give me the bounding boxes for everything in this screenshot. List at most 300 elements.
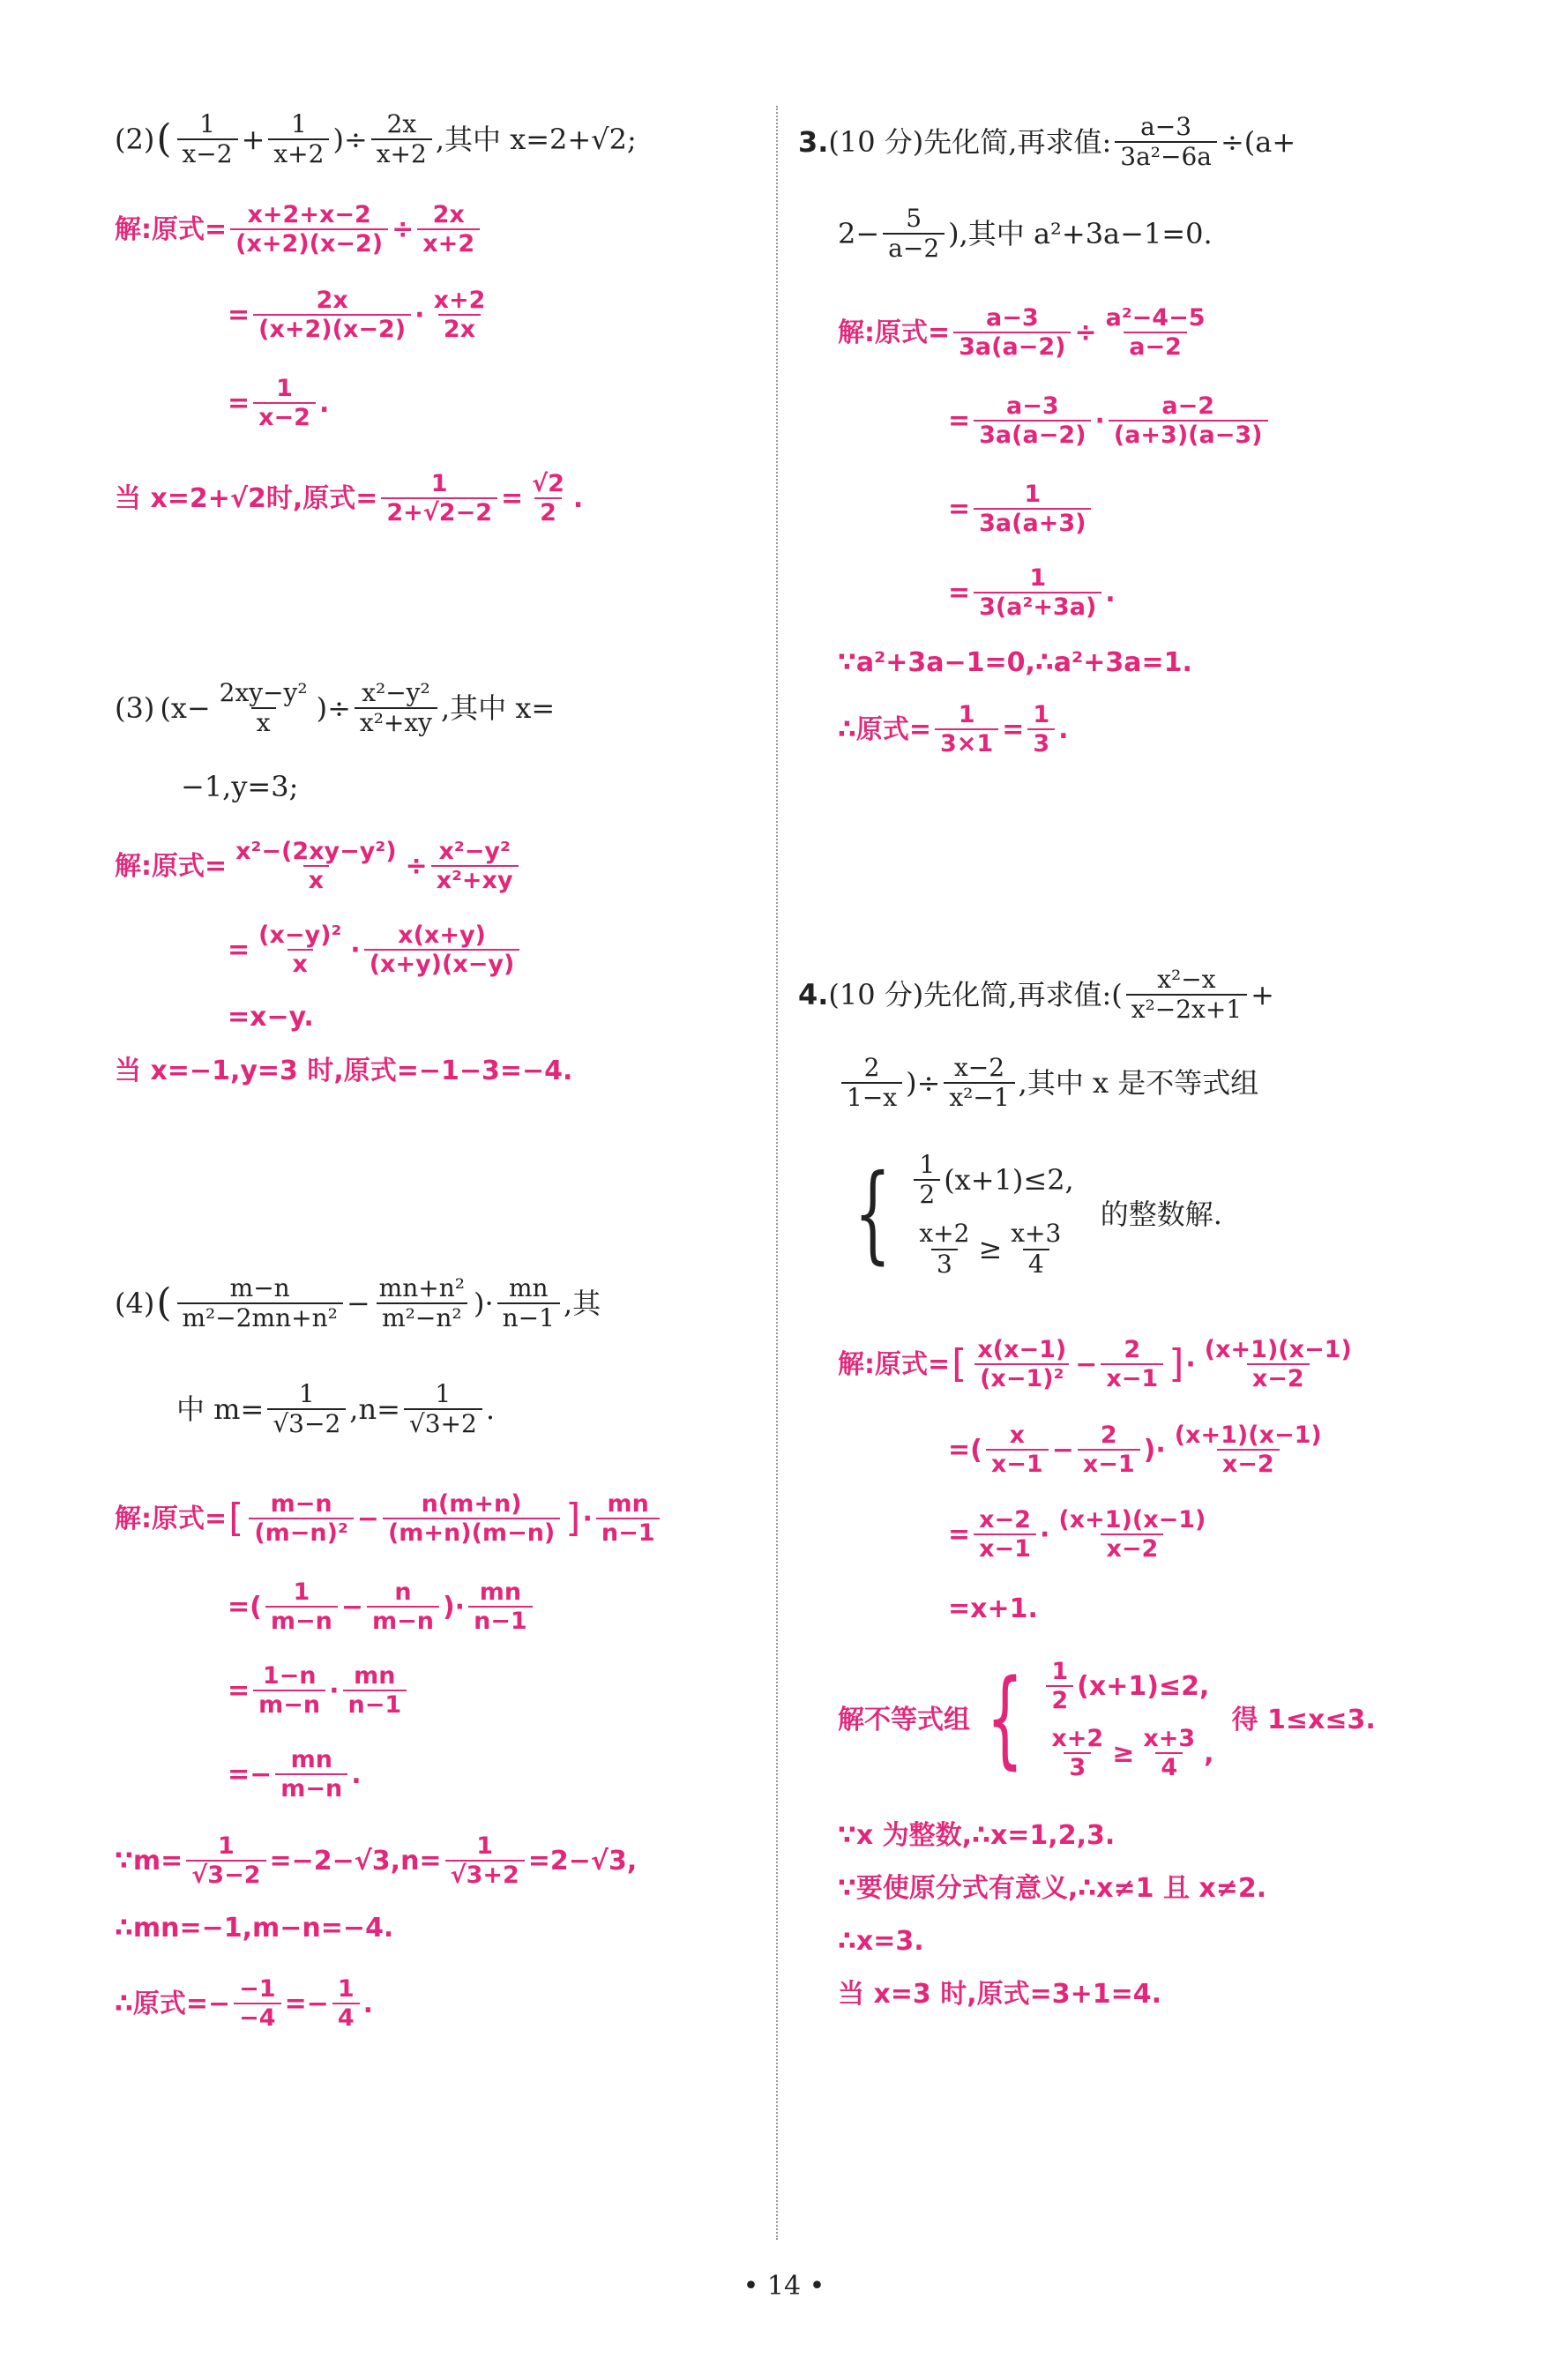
denominator: n−1 — [343, 1690, 407, 1719]
numerator: 2x — [432, 201, 465, 228]
denominator: n−1 — [468, 1606, 533, 1635]
question-text: ),其中 a²+3a−1=0. — [948, 216, 1213, 250]
solution-step — [228, 1662, 410, 1719]
solution-text: 解不等式组 — [838, 1704, 970, 1735]
denominator: 4 — [1023, 1249, 1049, 1279]
solution-step — [838, 1336, 1361, 1392]
denominator: √3+2 — [404, 1408, 482, 1438]
operator: = — [948, 1519, 971, 1550]
fraction — [1046, 1658, 1073, 1714]
denominator: x−2 — [253, 402, 316, 431]
solution-text: 当 x=2+√2时,原式= — [115, 482, 378, 514]
denominator: √3+2 — [445, 1860, 525, 1889]
operator: ÷ — [405, 850, 428, 882]
paren: ( — [156, 116, 172, 162]
numerator: x²−y² — [438, 838, 511, 865]
numerator: 1 — [298, 1379, 315, 1408]
solution-text: ∴mn=−1,m−n=−4. — [115, 1913, 394, 1944]
fraction — [177, 110, 238, 168]
operator: )· — [442, 1591, 466, 1623]
question-3-prompt-cont — [838, 205, 1213, 263]
denominator: √3−2 — [186, 1860, 265, 1889]
operator: = — [228, 1675, 250, 1706]
punctuation: . — [1058, 713, 1069, 745]
operator: = — [500, 482, 524, 514]
problem-number: (3) — [115, 690, 155, 725]
denominator: 3a(a+3) — [974, 508, 1091, 537]
denominator: m−n — [253, 1690, 325, 1719]
numerator: 1 — [1051, 1658, 1069, 1685]
denominator: x+2 — [417, 228, 480, 257]
solution-text: ∵要使原分式有意义,∴x≠1 且 x≠2. — [838, 1873, 1267, 1904]
solution-label: 解:原式= — [838, 317, 951, 348]
denominator: 2 — [1046, 1685, 1073, 1714]
operator: − — [346, 1286, 370, 1320]
fraction — [355, 679, 437, 737]
solution-label: 解:原式= — [115, 1503, 228, 1534]
numerator: 2x — [386, 109, 417, 138]
numerator: 1 — [476, 1832, 494, 1860]
denominator: x−2 — [1217, 1449, 1280, 1478]
numerator: (x+1)(x−1) — [1204, 1336, 1352, 1363]
numerator: (x+1)(x−1) — [1174, 1422, 1322, 1449]
solution-step — [838, 1821, 1115, 1850]
fraction — [1169, 1422, 1327, 1478]
solution-step — [228, 922, 523, 978]
operator: · — [350, 934, 361, 966]
fraction — [953, 304, 1071, 361]
solution-step — [948, 481, 1094, 537]
denominator: 2+√2−2 — [381, 497, 497, 526]
denominator: (x−1)² — [974, 1363, 1069, 1392]
denominator: 1−x — [841, 1082, 902, 1112]
numerator: 1 — [291, 109, 307, 138]
denominator: x−1 — [974, 1533, 1036, 1563]
operator: = — [1002, 713, 1025, 745]
denominator: x−1 — [1078, 1449, 1140, 1478]
system-row — [910, 1151, 1073, 1209]
denominator: a−2 — [1124, 332, 1187, 361]
denominator: x²−2x+1 — [1126, 994, 1247, 1024]
numerator: 2 — [1124, 1336, 1141, 1363]
numerator: x²−y² — [362, 678, 430, 707]
numerator: 5 — [906, 204, 922, 233]
fraction — [914, 1220, 974, 1278]
condition-text: ,n= — [349, 1392, 400, 1426]
denominator: 3×1 — [935, 728, 998, 757]
denominator: 3a(a−2) — [974, 420, 1091, 449]
solution-step — [115, 838, 522, 894]
operator: = — [948, 577, 971, 608]
punctuation: . — [485, 1392, 495, 1426]
denominator: (x+y)(x−y) — [364, 949, 520, 978]
fraction — [1115, 113, 1217, 171]
numerator: x+3 — [1011, 1219, 1062, 1249]
punctuation: . — [572, 482, 584, 514]
numerator: 1−n — [262, 1662, 317, 1690]
solution-step — [115, 1832, 637, 1889]
numerator: 1 — [276, 375, 293, 402]
operator: · — [1185, 1348, 1196, 1380]
system-rows — [1042, 1658, 1213, 1781]
numerator: (x+1)(x−1) — [1058, 1506, 1206, 1533]
operator: · — [329, 1675, 340, 1706]
bracket: ] — [565, 1496, 581, 1541]
solution-step — [228, 1003, 314, 1032]
solution-step — [838, 1658, 1376, 1781]
problem-3-question — [115, 679, 555, 737]
denominator: 3a²−6a — [1115, 141, 1217, 171]
fraction — [1027, 701, 1055, 757]
operator: ≥ — [978, 1231, 1003, 1265]
fraction — [1109, 392, 1268, 449]
operator: ÷ — [1074, 317, 1097, 348]
fraction — [404, 1380, 482, 1438]
condition-text: ,其中 x= — [441, 690, 556, 725]
denominator: x−1 — [986, 1449, 1049, 1478]
bracket: [ — [952, 1341, 967, 1387]
numerator: x+3 — [1143, 1725, 1196, 1753]
solution-step — [115, 1914, 393, 1943]
operator: + — [241, 122, 265, 156]
solution-step — [228, 375, 329, 431]
solution-text: 当 x=−1,y=3 时,原式=−1−3=−4. — [115, 1056, 573, 1086]
solution-label: 解:原式= — [838, 1348, 951, 1380]
fraction — [526, 470, 570, 526]
expression-text: (x− — [160, 690, 211, 725]
denominator: x — [287, 949, 313, 978]
question-text: 2− — [838, 216, 880, 250]
operator: )· — [1143, 1434, 1166, 1466]
denominator: m−n — [367, 1606, 439, 1635]
problem-number: (2) — [115, 122, 155, 156]
solution-text: 当 x=3 时,原式=3+1=4. — [838, 1979, 1162, 2010]
punctuation: . — [351, 1758, 362, 1790]
operator: = — [228, 387, 250, 419]
numerator: m−n — [270, 1490, 332, 1518]
denominator: (m−n)² — [249, 1518, 353, 1547]
operator: = — [228, 934, 250, 966]
fraction — [374, 1274, 470, 1332]
fraction — [364, 922, 520, 978]
numerator: a−3 — [985, 304, 1039, 332]
solution-text: =2−√3, — [527, 1845, 638, 1877]
problem-number: (4) — [115, 1286, 155, 1320]
numerator: a−2 — [1161, 392, 1214, 420]
fraction — [268, 110, 329, 168]
solution-text: 得 1≤x≤3. — [1231, 1704, 1376, 1735]
solution-text: ∵x 为整数,∴x=1,2,3. — [838, 1820, 1116, 1851]
question-text: (10 分)先化简,再求值: — [828, 124, 1112, 159]
numerator: 1 — [1029, 564, 1047, 592]
denominator: −4 — [234, 2003, 280, 2032]
bracket: [ — [228, 1496, 244, 1541]
operator: = — [948, 405, 971, 437]
solution-text: =−2−√3,n= — [269, 1845, 442, 1877]
numerator: 1 — [1024, 481, 1042, 508]
condition-text: −1,y=3; — [181, 770, 299, 803]
fraction — [445, 1832, 525, 1889]
operator: ≥ — [1112, 1737, 1135, 1769]
numerator: mn — [354, 1662, 396, 1690]
numerator: x(x−1) — [977, 1336, 1067, 1363]
question-text: ÷(a+ — [1220, 124, 1296, 159]
fraction — [1005, 1220, 1066, 1278]
column-divider — [776, 106, 778, 2240]
problem-3-question-cont — [181, 772, 298, 802]
operator: · — [1039, 1519, 1050, 1550]
system-row — [1042, 1725, 1213, 1781]
numerator: n(m+n) — [421, 1490, 522, 1518]
numerator: x²−(2xy−y²) — [235, 838, 397, 865]
denominator: n−1 — [497, 1302, 560, 1332]
operator: =( — [948, 1434, 982, 1466]
numerator: x — [1009, 1422, 1025, 1449]
operator: · — [1094, 405, 1105, 437]
fraction — [883, 205, 945, 263]
denominator: √3−2 — [267, 1408, 346, 1438]
condition-text: ,其中 x=2+√2; — [435, 122, 637, 156]
bracket: ] — [1169, 1341, 1184, 1387]
numerator: √2 — [532, 470, 564, 497]
operator: − — [340, 1591, 363, 1623]
denominator: x−2 — [177, 138, 238, 168]
fraction — [214, 679, 313, 737]
fraction — [596, 1490, 661, 1547]
operator: )· — [473, 1286, 494, 1320]
fraction — [234, 1975, 280, 2032]
denominator: (m+n)(m−n) — [383, 1518, 560, 1547]
denominator: n−1 — [596, 1518, 661, 1547]
solution-text: =x−y. — [228, 1002, 314, 1033]
solution-step — [838, 701, 1069, 757]
solution-step — [115, 470, 583, 526]
fraction — [253, 287, 411, 343]
solution-step — [115, 201, 483, 257]
fraction — [383, 1490, 560, 1547]
solution-step — [115, 1490, 663, 1547]
numerator: 2xy−y² — [219, 678, 308, 707]
operator: − — [1075, 1348, 1098, 1380]
fraction — [1138, 1725, 1200, 1781]
fraction — [497, 1274, 560, 1332]
denominator: 2 — [534, 497, 562, 526]
solution-step — [228, 287, 494, 343]
fraction — [944, 1054, 1014, 1112]
denominator: (a+3)(a−3) — [1109, 420, 1268, 449]
solution-text: ∴原式= — [838, 713, 932, 745]
solution-step — [115, 1056, 572, 1086]
denominator: m−n — [265, 1606, 338, 1635]
fraction — [367, 1578, 439, 1635]
numerator: 1 — [919, 1150, 936, 1179]
numerator: mn — [290, 1746, 332, 1773]
solution-step — [838, 304, 1213, 361]
operator: − — [1051, 1434, 1074, 1466]
denominator: x−2 — [1101, 1533, 1163, 1563]
solution-text: ∵m= — [115, 1845, 183, 1877]
operator: =− — [228, 1758, 273, 1790]
fraction — [253, 375, 316, 431]
problem-4-question — [115, 1274, 601, 1332]
fraction — [1101, 304, 1211, 361]
fraction — [249, 1490, 353, 1547]
fraction — [974, 392, 1091, 449]
fraction — [371, 110, 432, 168]
operator: = — [948, 493, 971, 525]
denominator: x+2 — [371, 138, 432, 168]
numerator: mn — [479, 1578, 522, 1606]
question-text: 的整数解. — [1100, 1197, 1222, 1231]
system-row — [910, 1220, 1073, 1278]
punctuation: . — [318, 387, 330, 419]
fraction — [974, 1506, 1036, 1563]
fraction — [177, 1274, 343, 1332]
numerator: mn+n² — [378, 1273, 465, 1302]
brace: { — [986, 1658, 1024, 1781]
numerator: n — [394, 1578, 412, 1606]
numerator: m−n — [229, 1273, 290, 1302]
inequality-text: (x+1)≤2, — [944, 1162, 1074, 1197]
numerator: 2 — [863, 1053, 880, 1082]
fraction — [841, 1054, 902, 1112]
numerator: 1 — [430, 470, 448, 497]
solution-step — [228, 1746, 362, 1802]
solution-step — [948, 392, 1272, 449]
numerator: 1 — [217, 1832, 235, 1860]
numerator: x²−x — [1157, 965, 1216, 994]
denominator: 2 — [914, 1179, 940, 1209]
fraction — [1078, 1422, 1140, 1478]
fraction — [1101, 1336, 1163, 1392]
numerator: x+2 — [433, 287, 486, 314]
numerator: mn — [607, 1490, 649, 1518]
punctuation: . — [1105, 577, 1116, 608]
solution-text: ∵a²+3a−1=0,∴a²+3a=1. — [838, 647, 1192, 678]
condition-text: 中 m= — [176, 1392, 265, 1426]
operator: )÷ — [316, 690, 351, 725]
operator: = — [228, 299, 250, 331]
solution-step — [838, 648, 1192, 677]
denominator: 3 — [1064, 1752, 1091, 1781]
denominator: x²+xy — [431, 865, 519, 894]
numerator: 1 — [435, 1379, 452, 1408]
question-text: ,其中 x 是不等式组 — [1018, 1065, 1259, 1100]
numerator: 1 — [199, 109, 215, 138]
brace: { — [854, 1153, 892, 1276]
fraction — [1199, 1336, 1357, 1392]
operator: )÷ — [906, 1065, 941, 1100]
solution-step — [838, 1874, 1266, 1903]
fraction — [935, 701, 998, 757]
fraction — [1126, 966, 1247, 1024]
fraction — [253, 922, 347, 978]
solution-step — [948, 1594, 1038, 1623]
numerator: 2x — [316, 287, 348, 314]
numerator: x+2+x−2 — [247, 201, 371, 228]
system-row — [1042, 1658, 1213, 1714]
fraction — [431, 838, 519, 894]
numerator: 2 — [1100, 1422, 1117, 1449]
fraction — [230, 201, 388, 257]
solution-step — [948, 1422, 1331, 1478]
inequality-text: (x+1)≤2, — [1077, 1670, 1210, 1702]
denominator: 3 — [1027, 728, 1055, 757]
operator: + — [1251, 977, 1274, 1011]
denominator: x−2 — [1247, 1363, 1310, 1392]
solution-step — [838, 1980, 1161, 2009]
numerator: (x−y)² — [258, 922, 342, 949]
denominator: (x+2)(x−2) — [230, 228, 388, 257]
operator: · — [582, 1503, 593, 1534]
fraction — [974, 564, 1101, 621]
condition-text: ,其 — [563, 1286, 601, 1320]
fraction — [230, 838, 401, 894]
numerator: 1 — [958, 701, 975, 728]
denominator: 4 — [332, 2003, 360, 2032]
punctuation: . — [362, 1988, 374, 2019]
solution-text: =x+1. — [948, 1593, 1038, 1624]
fraction — [381, 470, 497, 526]
denominator: m−n — [275, 1773, 347, 1802]
fraction — [275, 1746, 347, 1802]
numerator: x+2 — [919, 1219, 970, 1249]
numerator: 1 — [337, 1975, 355, 2003]
paren: ( — [156, 1280, 172, 1326]
denominator: x²+xy — [355, 707, 437, 737]
question-4-prompt — [798, 966, 1274, 1024]
solution-step — [115, 1975, 373, 2032]
fraction — [186, 1832, 265, 1889]
denominator: x+2 — [268, 138, 329, 168]
fraction — [914, 1151, 940, 1209]
denominator: x — [303, 865, 329, 894]
page-number: • 14 • — [743, 2271, 825, 2302]
question-4-prompt-cont — [838, 1054, 1258, 1112]
solution-text: ∴x=3. — [838, 1926, 924, 1957]
numerator: x−2 — [953, 1053, 1005, 1082]
right-column — [798, 0, 1495, 2373]
numerator: x−2 — [979, 1506, 1031, 1533]
fraction — [343, 1662, 407, 1719]
inequality-system — [838, 1151, 1222, 1279]
operator: − — [356, 1503, 379, 1534]
solution-text: ∴原式=− — [115, 1988, 231, 2019]
operator: )÷ — [332, 122, 368, 156]
numerator: a−3 — [1005, 392, 1059, 420]
system-rows — [910, 1151, 1073, 1279]
numerator: −1 — [239, 1975, 276, 2003]
denominator: 3(a²+3a) — [974, 592, 1101, 621]
fraction — [1046, 1725, 1109, 1781]
question-number: 3. — [798, 124, 829, 159]
problem-4-question-cont — [176, 1380, 495, 1438]
numerator: x+2 — [1051, 1725, 1104, 1753]
solution-step — [838, 1927, 924, 1956]
fraction — [986, 1422, 1049, 1478]
denominator: x — [251, 707, 276, 737]
numerator: 1 — [1033, 701, 1050, 728]
fraction — [253, 1662, 325, 1719]
numerator: a−3 — [1140, 112, 1192, 141]
fraction — [972, 1336, 1071, 1392]
fraction — [265, 1578, 338, 1635]
numerator: x(x+y) — [398, 922, 486, 949]
solution-step — [228, 1578, 536, 1635]
numerator: mn — [509, 1273, 549, 1302]
fraction — [417, 201, 480, 257]
denominator: 2x — [438, 314, 481, 343]
